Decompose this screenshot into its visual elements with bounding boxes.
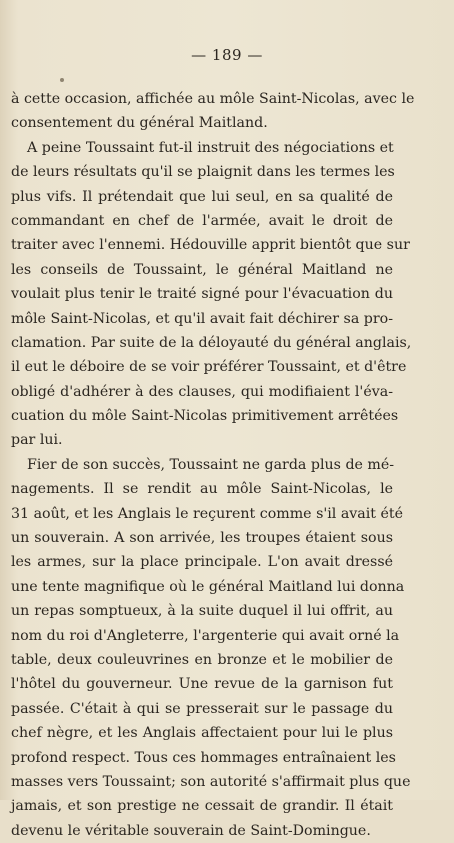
text-line: l'hôtel du gouverneur. Une revue de la garnison fut: [11, 676, 393, 693]
text-line: profond respect. Tous ces hommages entraînaient les: [11, 749, 396, 766]
ink-speck: [60, 78, 64, 82]
text-line: il eut le déboire de se voir préférer Toussaint, et d'être: [11, 359, 407, 376]
text-line: obligé d'adhérer à des clauses, qui modifiaient l'éva-: [11, 383, 393, 400]
text-line: une tente magnifique où le général Maitland lui donna: [11, 578, 405, 595]
text-line: nagements. Il se rendit au môle Saint-Nicolas, le: [11, 481, 393, 498]
text-line: nom du roi d'Angleterre, l'argenterie qui avait orné la: [11, 627, 400, 644]
text-line: plus vifs. Il prétendait que lui seul, en sa qualité de: [11, 188, 393, 205]
text-line: un repas somptueux, à la suite duquel il lui offrit, au: [11, 603, 393, 620]
text-line: à cette occasion, affichée au môle Saint-Nicolas, avec le: [11, 91, 415, 107]
text-line: devenu le véritable souverain de Saint-Domingue.: [11, 822, 371, 839]
text-line: chef nègre, et les Anglais affectaient pour lui le plus: [11, 725, 393, 742]
text-line: cuation du môle Saint-Nicolas primitivement arrêtées: [11, 408, 399, 425]
text-line: jamais, et son prestige ne cessait de grandir. Il était: [11, 798, 393, 815]
page-number: — 189 —: [191, 46, 263, 64]
text-line: un souverain. A son arrivée, les troupes étaient sous: [11, 530, 393, 547]
text-line: table, deux couleuvrines en bronze et le mobilier de: [11, 651, 393, 668]
text-line: voulait plus tenir le traité signé pour l'évacuation du: [11, 286, 393, 303]
text-line: passée. C'était à qui se presserait sur le passage du: [11, 700, 393, 717]
text-line: A peine Toussaint fut-il instruit des négociations et: [27, 139, 394, 156]
text-line: masses vers Toussaint; son autorité s'affirmait plus que: [11, 773, 411, 790]
text-line: commandant en chef de l'armée, avait le droit de: [11, 212, 393, 229]
paragraph: [11, 87, 415, 136]
text-line: 31 août, et les Anglais le reçurent comme s'il avait été: [11, 505, 404, 522]
text-line: clamation. Par suite de la déloyauté du général anglais,: [11, 334, 412, 351]
body-text: [11, 87, 415, 843]
text-line: Fier de son succès, Toussaint ne garda plus de mé-: [27, 456, 395, 473]
paragraph: [11, 453, 411, 843]
text-line: môle Saint-Nicolas, et qu'il avait fait déchirer sa pro-: [11, 310, 393, 327]
paragraph: [11, 136, 412, 453]
text-line: traiter avec l'ennemi. Hédouville apprit bientôt que sur: [11, 237, 410, 254]
text-line: consentement du général Maitland.: [11, 115, 268, 132]
text-line: les armes, sur la place principale. L'on avait dressé: [11, 554, 393, 571]
text-line: les conseils de Toussaint, le général Maitland ne: [11, 261, 393, 278]
text-line: par lui.: [11, 432, 63, 449]
text-line: de leurs résultats qu'il se plaignit dans les termes les: [11, 164, 395, 181]
